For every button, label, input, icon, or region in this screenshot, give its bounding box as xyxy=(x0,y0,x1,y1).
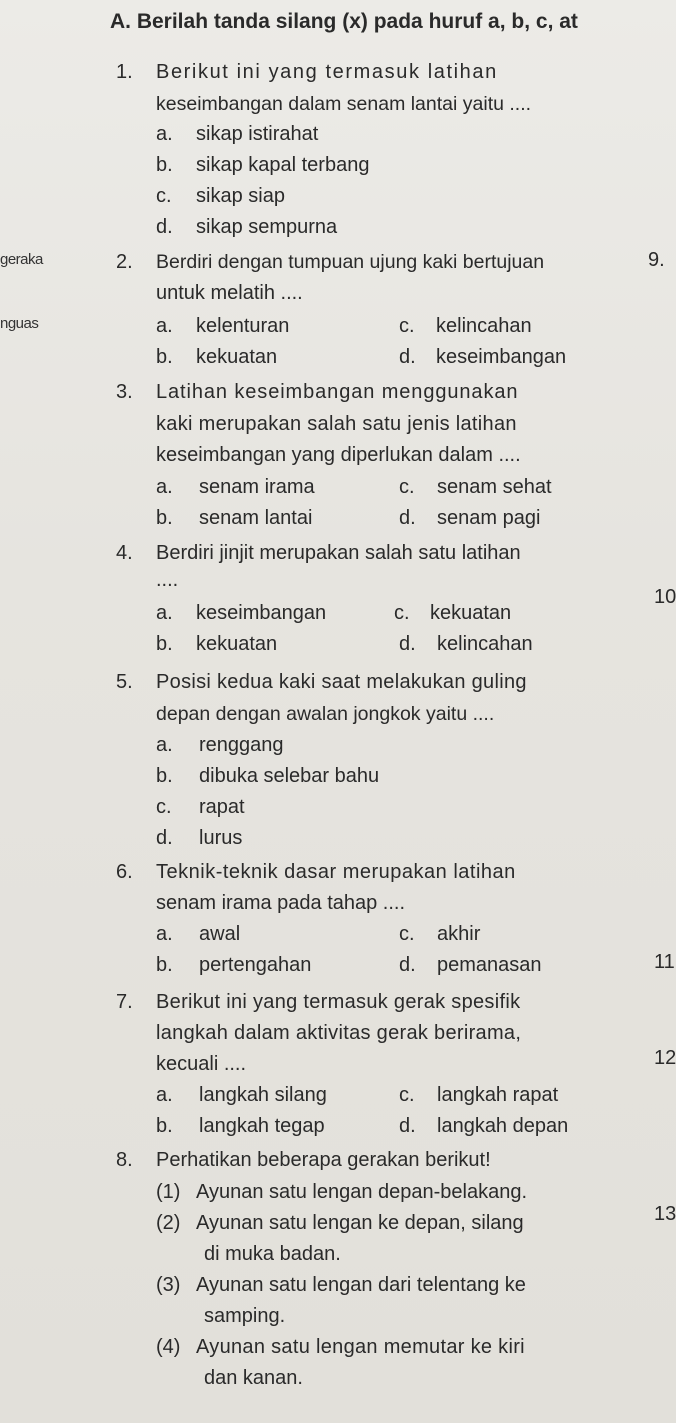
question-text-line: keseimbangan yang diperlukan dalam .... xyxy=(156,444,521,466)
section-header: A. Berilah tanda silang (x) pada huruf a, b, c, at xyxy=(110,10,578,33)
option-letter[interactable]: c. xyxy=(399,1084,415,1106)
question-number: 3. xyxy=(116,381,133,403)
question-text-line: Berikut ini yang termasuk latihan xyxy=(156,61,498,83)
item-text-line: samping. xyxy=(204,1305,286,1327)
option-text: lurus xyxy=(199,827,243,849)
option-letter[interactable]: a. xyxy=(156,1084,173,1106)
question-number: 1. xyxy=(116,61,133,83)
option-text: sikap kapal terbang xyxy=(196,154,370,176)
option-text: sikap sempurna xyxy=(196,216,338,238)
option-letter[interactable]: c. xyxy=(394,602,410,624)
option-text: senam sehat xyxy=(437,476,552,498)
option-letter[interactable]: b. xyxy=(156,154,173,176)
option-letter[interactable]: b. xyxy=(156,765,173,787)
option-letter[interactable]: d. xyxy=(156,216,173,238)
item-label: (4) xyxy=(156,1336,181,1358)
option-letter[interactable]: d. xyxy=(399,346,416,368)
question-text-line: Berdiri dengan tumpuan ujung kaki bertujuan xyxy=(156,251,545,273)
option-text: kelincahan xyxy=(436,315,532,337)
option-letter[interactable]: c. xyxy=(399,315,415,337)
option-letter[interactable]: d. xyxy=(399,1115,416,1137)
option-letter[interactable]: a. xyxy=(156,734,173,756)
question-text-line: Posisi kedua kaki saat melakukan guling xyxy=(156,671,527,693)
question-text-line: kecuali .... xyxy=(156,1053,247,1075)
item-label: (1) xyxy=(156,1181,181,1203)
option-letter[interactable]: a. xyxy=(156,923,173,945)
item-text-line: Ayunan satu lengan dari telentang ke xyxy=(196,1274,526,1296)
option-letter[interactable]: d. xyxy=(399,954,416,976)
question-text-line: keseimbangan dalam senam lantai yaitu .... xyxy=(156,93,532,115)
option-text: langkah depan xyxy=(437,1115,569,1137)
option-text: kelenturan xyxy=(196,315,290,337)
question-text-line: Berikut ini yang termasuk gerak spesifik xyxy=(156,991,521,1013)
option-letter[interactable]: d. xyxy=(156,827,173,849)
option-text: kekuatan xyxy=(196,346,278,368)
option-letter[interactable]: d. xyxy=(399,633,416,655)
option-letter[interactable]: a. xyxy=(156,602,173,624)
left-fragment-1: geraka xyxy=(0,251,43,268)
option-letter[interactable]: a. xyxy=(156,315,173,337)
question-text-line: Berdiri jinjit merupakan salah satu latihan xyxy=(156,542,521,564)
item-text-line: dan kanan. xyxy=(204,1367,303,1389)
option-letter[interactable]: c. xyxy=(399,923,415,945)
option-letter[interactable]: a. xyxy=(156,476,173,498)
option-letter[interactable]: b. xyxy=(156,954,173,976)
question-number: 4. xyxy=(116,542,133,564)
option-letter[interactable]: b. xyxy=(156,346,173,368)
option-text: rapat xyxy=(199,796,245,818)
option-text: senam pagi xyxy=(437,507,541,529)
item-text-line: Ayunan satu lengan ke depan, silang xyxy=(196,1212,524,1234)
question-text-line: kaki merupakan salah satu jenis latihan xyxy=(156,413,517,435)
right-number-13: 13 xyxy=(654,1203,676,1225)
question-number: 6. xyxy=(116,861,133,883)
option-text: pemanasan xyxy=(437,954,542,976)
item-text-line: di muka badan. xyxy=(204,1243,341,1265)
question-text-line: senam irama pada tahap .... xyxy=(156,892,406,914)
item-text-line: Ayunan satu lengan depan-belakang. xyxy=(196,1181,528,1203)
question-text-line: Perhatikan beberapa gerakan berikut! xyxy=(156,1149,491,1171)
option-letter[interactable]: b. xyxy=(156,633,173,655)
question-text-line: untuk melatih .... xyxy=(156,282,303,304)
question-text-line: langkah dalam aktivitas gerak berirama, xyxy=(156,1022,522,1044)
right-number-9: 9. xyxy=(648,249,665,271)
option-letter[interactable]: d. xyxy=(399,507,416,529)
question-number: 5. xyxy=(116,671,133,693)
option-letter[interactable]: c. xyxy=(156,796,172,818)
option-text: sikap siap xyxy=(196,185,285,207)
option-letter[interactable]: c. xyxy=(399,476,415,498)
option-text: kelincahan xyxy=(437,633,533,655)
option-text: sikap istirahat xyxy=(196,123,319,145)
option-letter[interactable]: b. xyxy=(156,507,173,529)
option-text: senam lantai xyxy=(199,507,313,529)
question-text-line: .... xyxy=(156,569,179,591)
question-text-line: depan dengan awalan jongkok yaitu .... xyxy=(156,703,495,725)
option-text: kekuatan xyxy=(196,633,278,655)
question-text-line: Teknik-teknik dasar merupakan latihan xyxy=(156,861,516,883)
item-label: (3) xyxy=(156,1274,181,1296)
option-text: langkah rapat xyxy=(437,1084,559,1106)
option-letter[interactable]: b. xyxy=(156,1115,173,1137)
option-text: renggang xyxy=(199,734,284,756)
question-text-line: Latihan keseimbangan menggunakan xyxy=(156,381,519,403)
option-text: keseimbangan xyxy=(436,346,567,368)
question-number: 7. xyxy=(116,991,133,1013)
item-text-line: Ayunan satu lengan memutar ke kiri xyxy=(196,1336,525,1358)
option-text: senam irama xyxy=(199,476,315,498)
option-text: akhir xyxy=(437,923,481,945)
question-number: 2. xyxy=(116,251,133,273)
question-number: 8. xyxy=(116,1149,133,1171)
option-text: pertengahan xyxy=(199,954,312,976)
option-text: kekuatan xyxy=(430,602,512,624)
right-number-10: 10 xyxy=(654,586,676,608)
left-fragment-2: nguas xyxy=(0,315,39,332)
option-text: langkah tegap xyxy=(199,1115,325,1137)
option-text: langkah silang xyxy=(199,1084,327,1106)
option-letter[interactable]: a. xyxy=(156,123,173,145)
option-letter[interactable]: c. xyxy=(156,185,172,207)
option-text: keseimbangan xyxy=(196,602,327,624)
option-text: dibuka selebar bahu xyxy=(199,765,380,787)
right-number-11: 11 xyxy=(654,951,675,973)
right-number-12: 12 xyxy=(654,1047,676,1069)
option-text: awal xyxy=(199,923,241,945)
item-label: (2) xyxy=(156,1212,181,1234)
